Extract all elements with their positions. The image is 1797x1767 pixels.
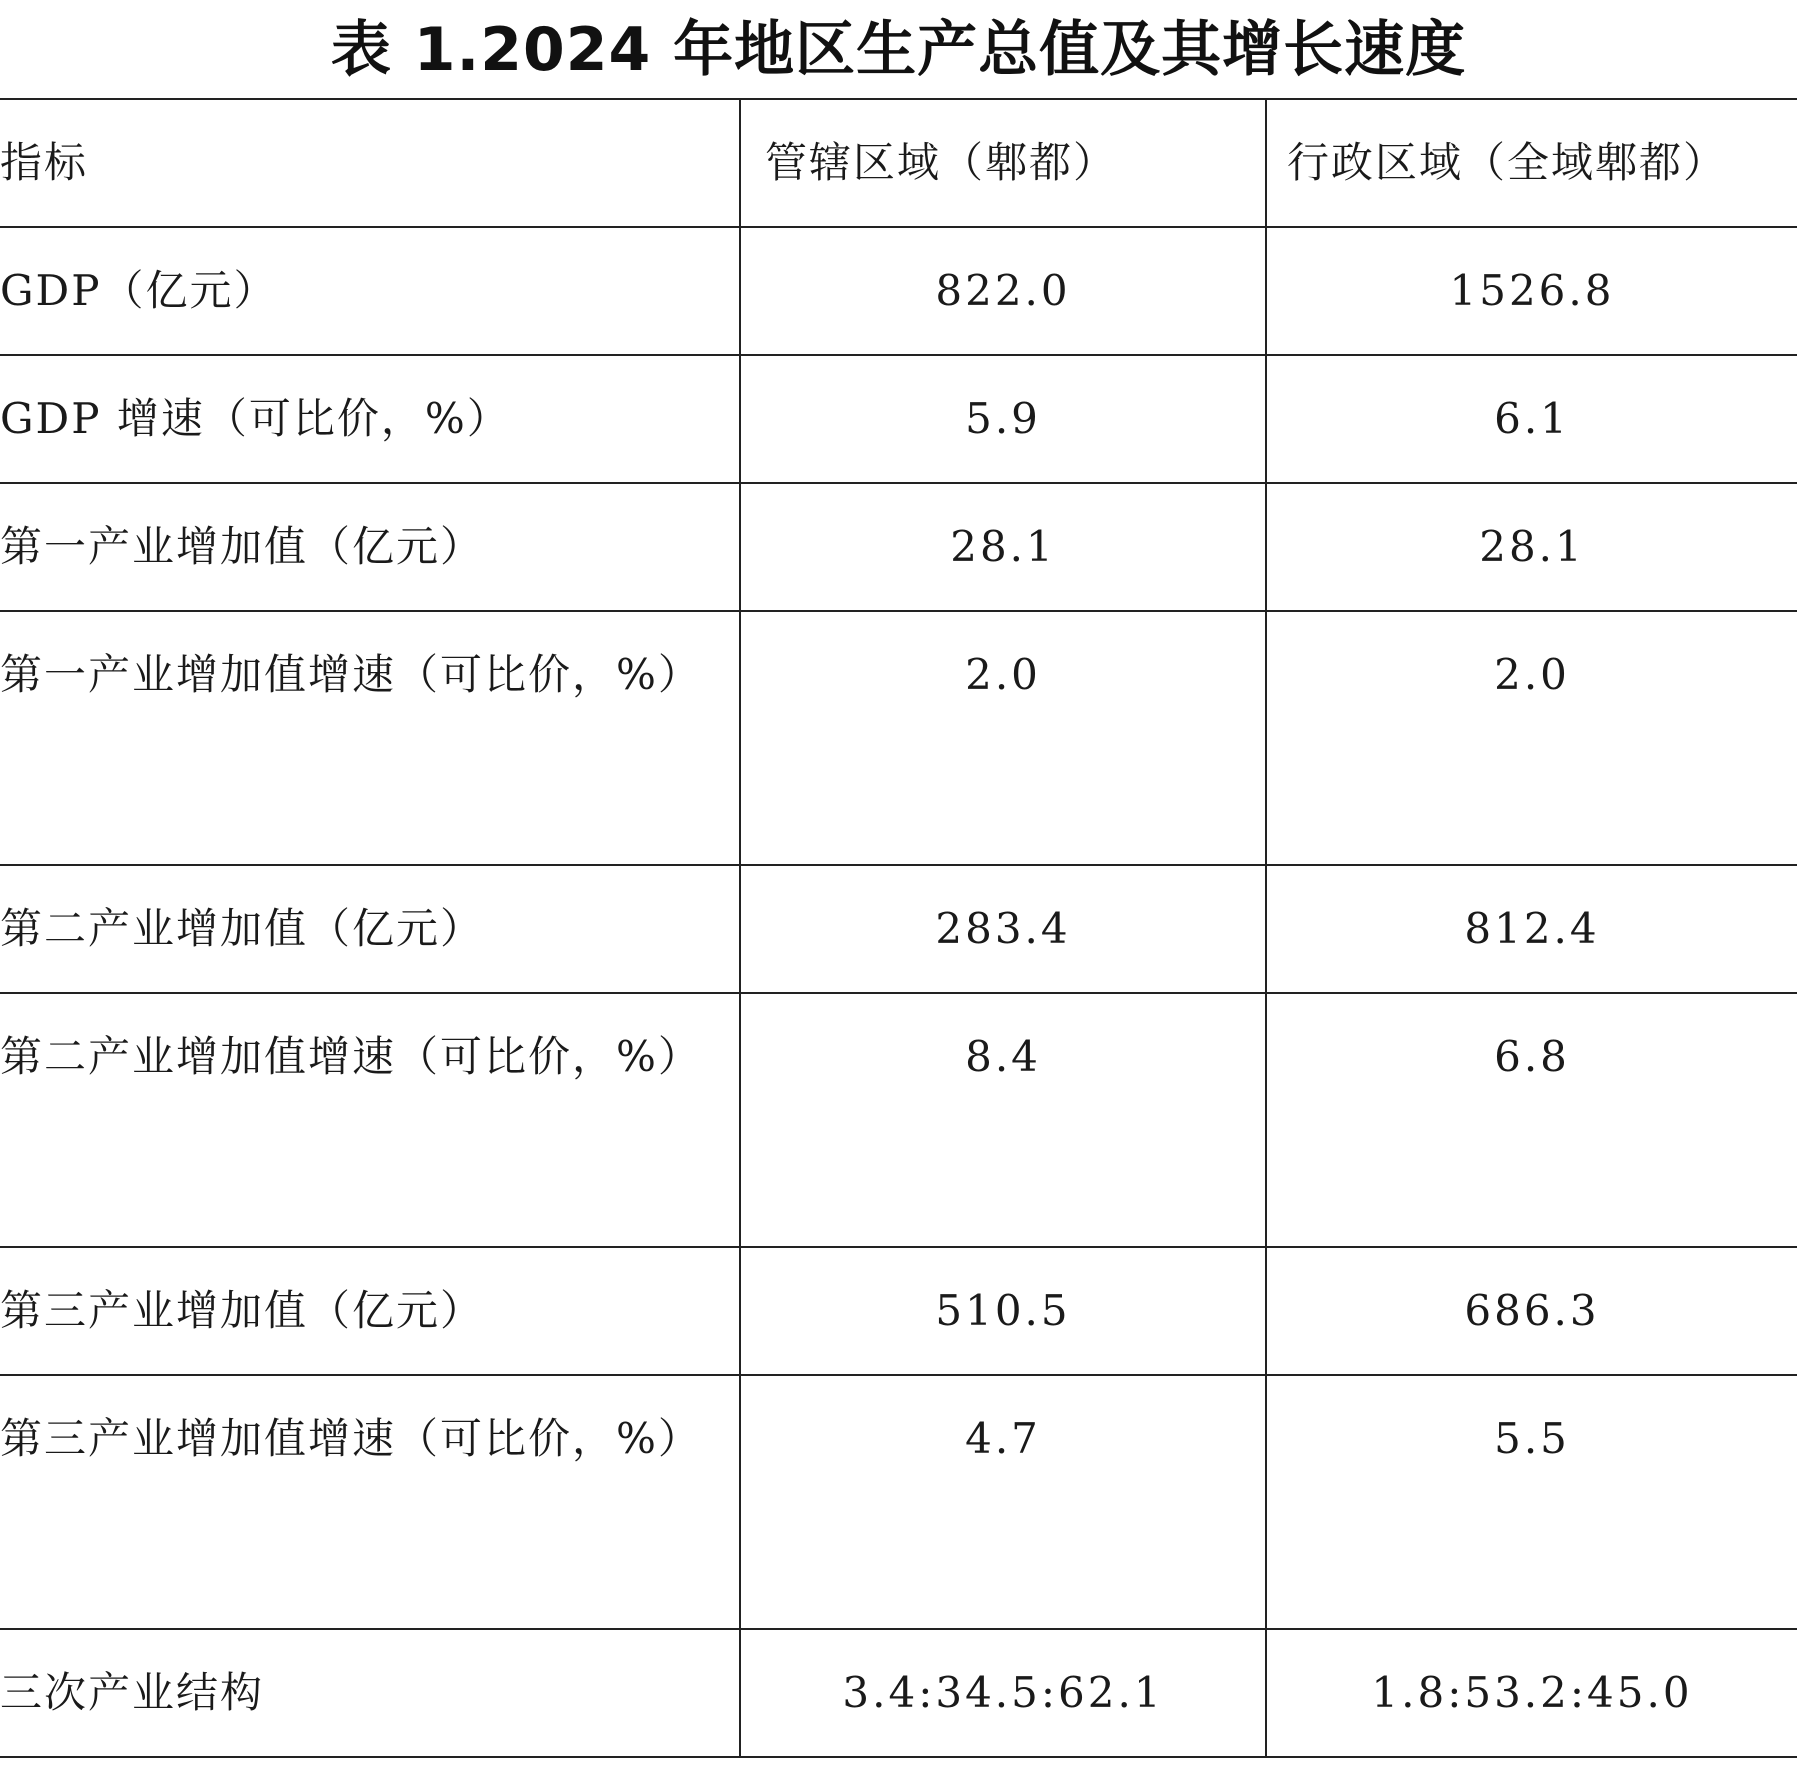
indicator-cell: GDP 增速（可比价，%） xyxy=(0,355,740,483)
administrative-value-cell: 2.0 xyxy=(1266,611,1797,865)
managed-value-cell: 2.0 xyxy=(740,611,1266,865)
table-row xyxy=(0,483,1797,611)
managed-value-cell: 3.4:34.5:62.1 xyxy=(740,1629,1266,1757)
managed-value-cell: 5.9 xyxy=(740,355,1266,483)
table-row xyxy=(0,355,1797,483)
indicator-cell: 第三产业增加值增速（可比价，%） xyxy=(0,1375,740,1629)
managed-value-cell: 283.4 xyxy=(740,865,1266,993)
column-header-administrative-area: 行政区域（全域郫都） xyxy=(1266,99,1797,227)
administrative-value-cell: 28.1 xyxy=(1266,483,1797,611)
indicator-cell: 第二产业增加值增速（可比价，%） xyxy=(0,993,740,1247)
indicator-cell: 三次产业结构 xyxy=(0,1629,740,1757)
table-row xyxy=(0,227,1797,355)
administrative-value-cell: 812.4 xyxy=(1266,865,1797,993)
managed-value-cell: 510.5 xyxy=(740,1247,1266,1375)
indicator-cell: 第三产业增加值（亿元） xyxy=(0,1247,740,1375)
table-row xyxy=(0,1247,1797,1375)
administrative-value-cell: 6.1 xyxy=(1266,355,1797,483)
indicator-cell: 第一产业增加值（亿元） xyxy=(0,483,740,611)
administrative-value-cell: 6.8 xyxy=(1266,993,1797,1247)
indicator-cell: 第一产业增加值增速（可比价，%） xyxy=(0,611,740,865)
managed-value-cell: 8.4 xyxy=(740,993,1266,1247)
table-row xyxy=(0,865,1797,993)
table-header-row xyxy=(0,99,1797,227)
managed-value-cell: 4.7 xyxy=(740,1375,1266,1629)
gdp-table xyxy=(0,98,1797,1758)
column-header-managed-area: 管辖区域（郫都） xyxy=(740,99,1266,227)
table-row xyxy=(0,1375,1797,1629)
managed-value-cell: 28.1 xyxy=(740,483,1266,611)
table-title: 表 1.2024 年地区生产总值及其增长速度 xyxy=(330,15,1467,85)
administrative-value-cell: 1.8:53.2:45.0 xyxy=(1266,1629,1797,1757)
table-row xyxy=(0,611,1797,865)
table-row xyxy=(0,993,1797,1247)
indicator-cell: 第二产业增加值（亿元） xyxy=(0,865,740,993)
table-row xyxy=(0,1629,1797,1757)
administrative-value-cell: 686.3 xyxy=(1266,1247,1797,1375)
column-header-indicator: 指标 xyxy=(0,99,740,227)
administrative-value-cell: 1526.8 xyxy=(1266,227,1797,355)
indicator-cell: GDP（亿元） xyxy=(0,227,740,355)
administrative-value-cell: 5.5 xyxy=(1266,1375,1797,1629)
managed-value-cell: 822.0 xyxy=(740,227,1266,355)
